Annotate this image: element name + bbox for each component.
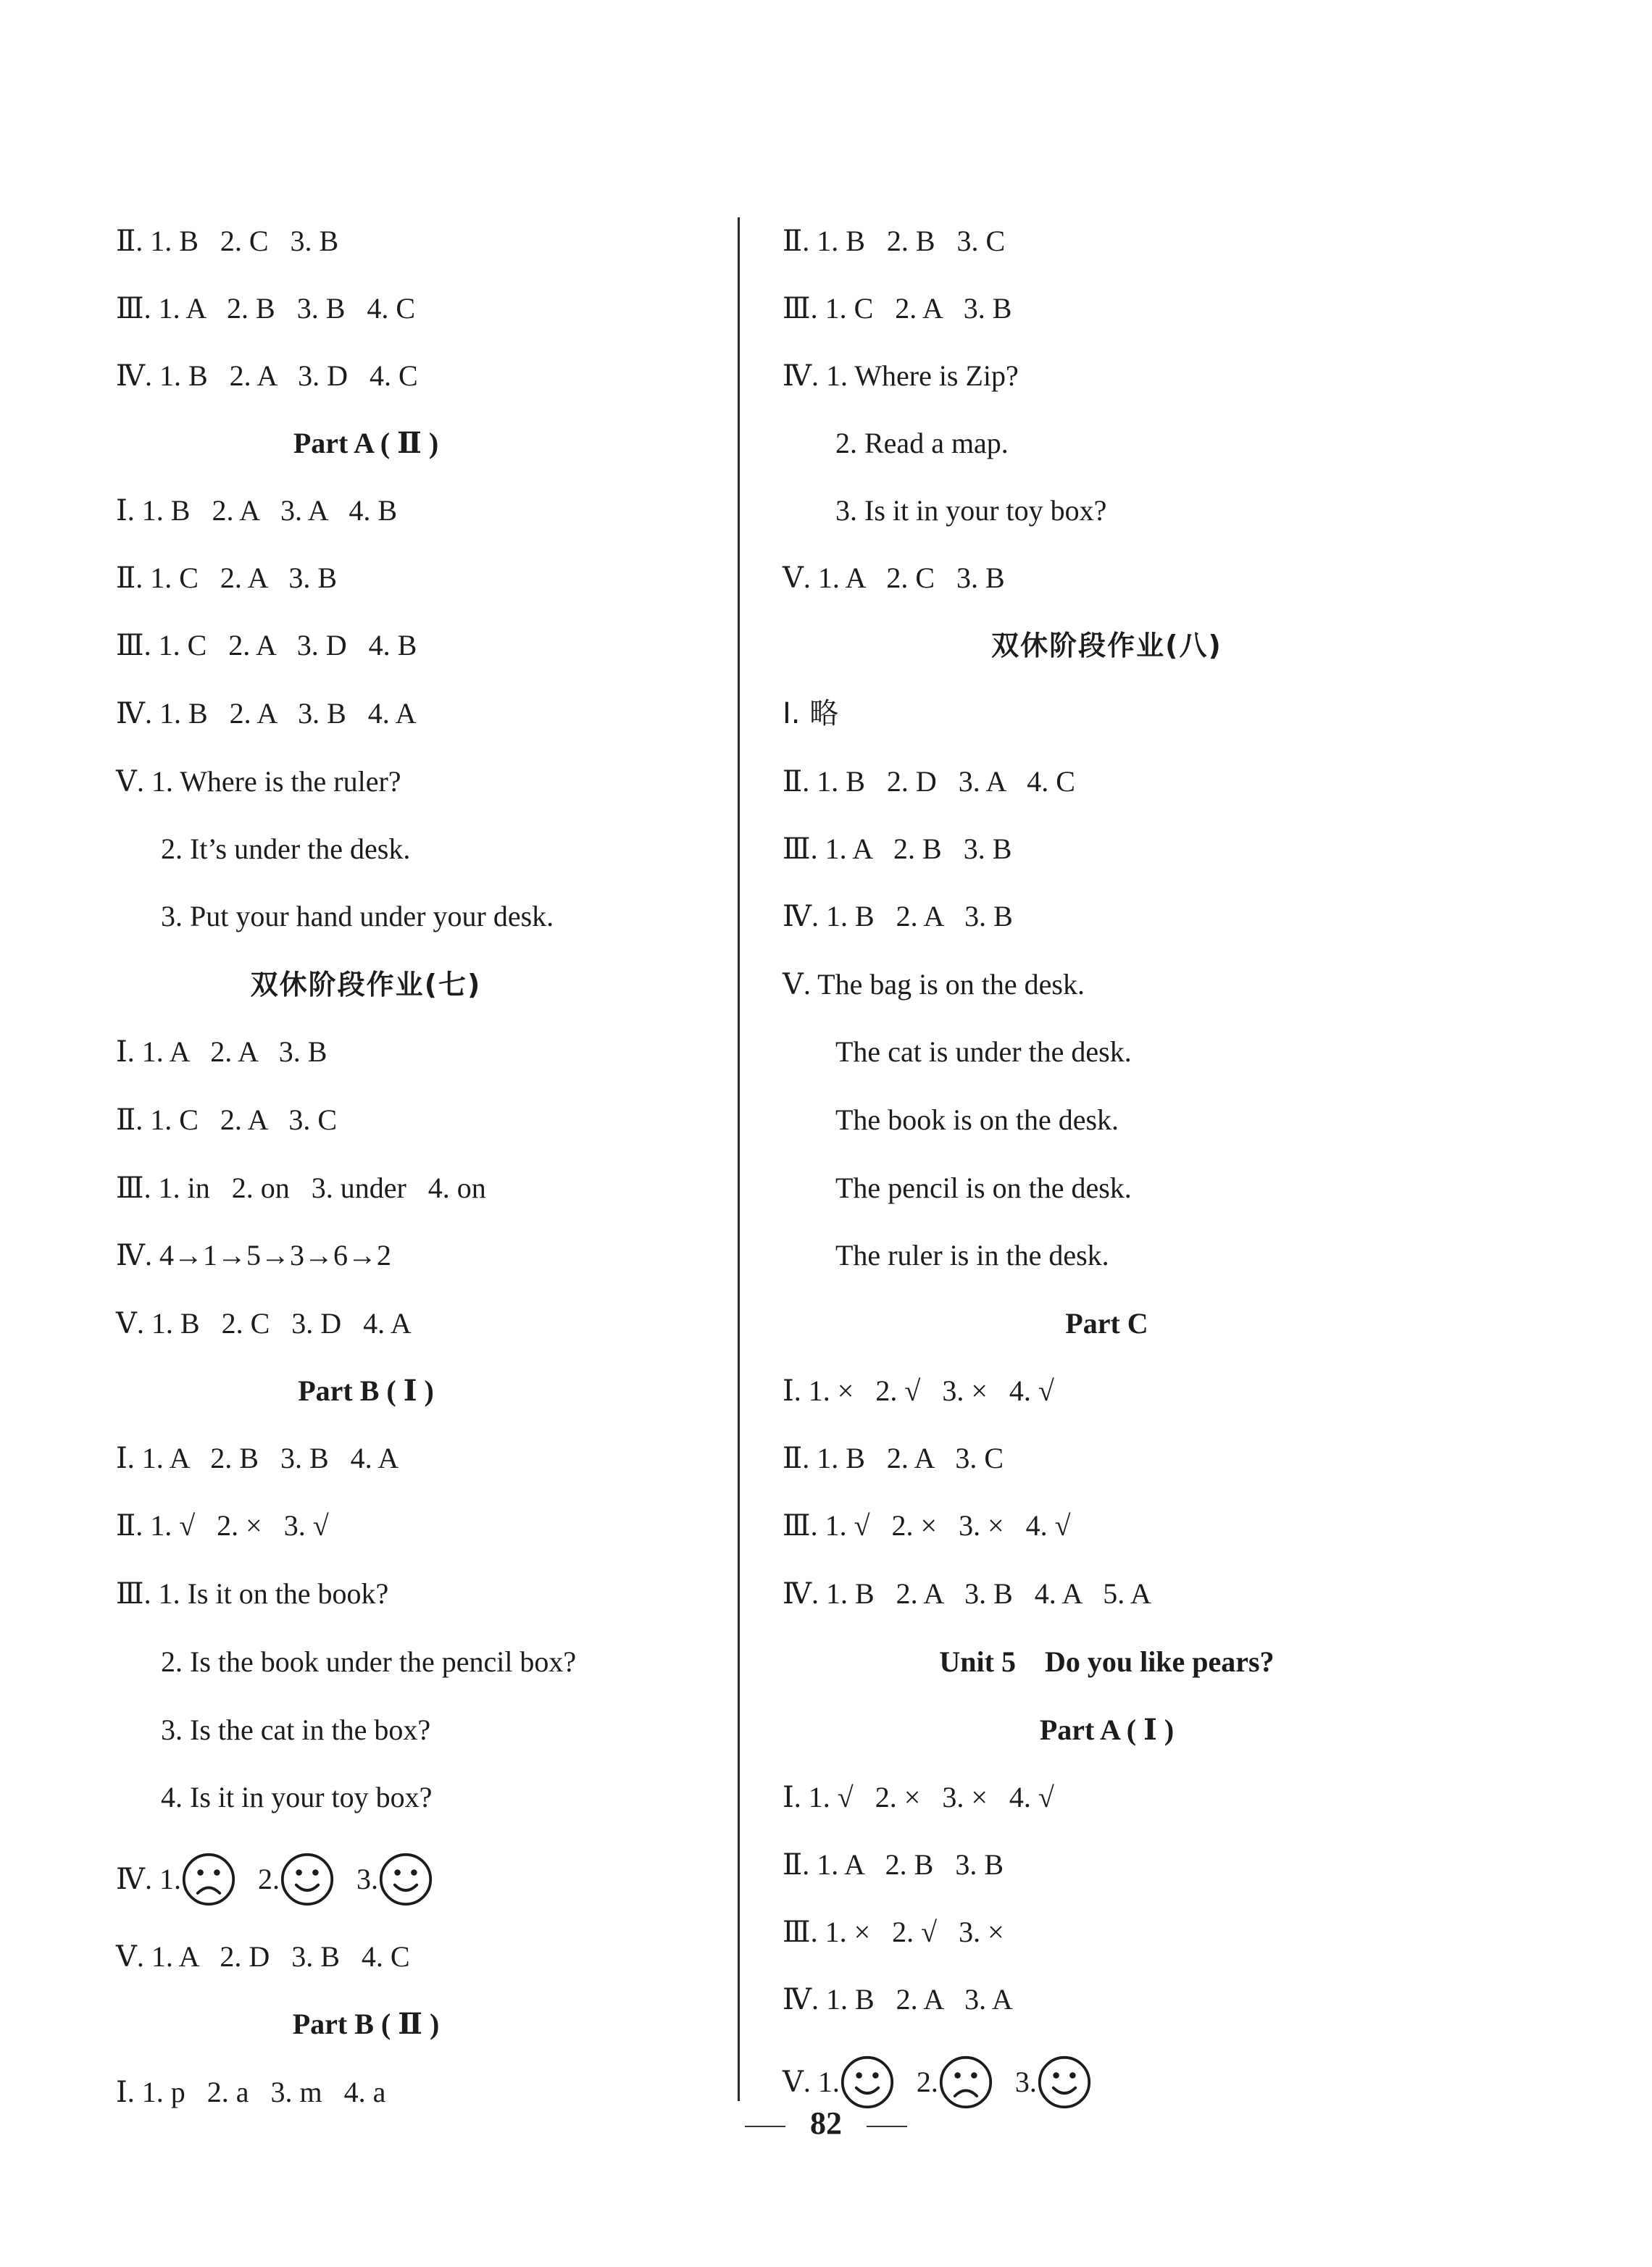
answer-line: Ⅰ. 1. A 2. B 3. B 4. A <box>116 1442 399 1474</box>
page-number: 82 <box>810 2105 842 2141</box>
answer-line: Ⅰ. 1. B 2. A 3. A 4. B <box>116 494 398 527</box>
answer-line-continuation: 2. It’s under the desk. <box>161 832 411 865</box>
page-footer <box>0 2105 1652 2142</box>
answer-line: Ⅰ. 1. √ 2. × 3. × 4. √ <box>783 1781 1054 1813</box>
answer-line: Ⅴ. 1. Where is the ruler? <box>116 765 401 798</box>
answer-line-continuation: 2. Is the book under the pencil box? <box>161 1645 577 1678</box>
section-heading: Part C <box>1065 1307 1148 1340</box>
answer-line-continuation: 3. Is the cat in the box? <box>161 1713 431 1746</box>
face-answer-number: 3. <box>356 1863 378 1895</box>
face-row-prefix: Ⅳ. <box>116 1863 159 1895</box>
face-row-prefix: Ⅴ. <box>783 2066 818 2098</box>
answer-line: Ⅴ. The bag is on the desk. <box>783 968 1085 1001</box>
answer-line-continuation: 3. Is it in your toy box? <box>835 494 1107 527</box>
answer-line: Ⅳ. 1. B 2. A 3. B <box>783 900 1013 932</box>
answer-line: Ⅰ. 1. × 2. √ 3. × 4. √ <box>783 1374 1054 1407</box>
column-divider <box>738 217 740 2101</box>
answer-line: Ⅱ. 1. B 2. B 3. C <box>783 225 1006 257</box>
answer-line: Ⅲ. 1. A 2. B 3. B 4. C <box>116 292 416 325</box>
answer-line: Ⅳ. 1. B 2. A 3. B 4. A <box>116 697 417 730</box>
face-answer-number: 2. <box>257 1863 280 1895</box>
answer-line: Ⅲ. 1. Is it on the book? <box>116 1577 389 1610</box>
answer-line-continuation: 3. Put your hand under your desk. <box>161 900 554 932</box>
answer-line: Ⅲ. 1. √ 2. × 3. × 4. √ <box>783 1509 1071 1542</box>
face-answer-item <box>258 1850 335 1908</box>
face-answer-item <box>818 2053 895 2111</box>
answer-line: Ⅳ. 1. B 2. A 3. B 4. A 5. A <box>783 1577 1151 1610</box>
answer-line-continuation: The book is on the desk. <box>835 1103 1119 1136</box>
section-heading: Part A ( Ⅰ ) <box>1039 1713 1175 1746</box>
answer-line: Ⅲ. 1. C 2. A 3. D 4. B <box>116 629 417 661</box>
section-heading: Part A ( Ⅱ ) <box>293 427 439 459</box>
face-answer-number: 1. <box>159 1863 181 1895</box>
answer-line-continuation: The ruler is in the desk. <box>835 1239 1109 1272</box>
answer-line-continuation: The pencil is on the desk. <box>835 1172 1132 1204</box>
face-answer-row <box>116 1850 433 1908</box>
answer-line: Ⅳ. 1. B 2. A 3. D 4. C <box>116 359 418 392</box>
answer-line: Ⅴ. 1. A 2. D 3. B 4. C <box>116 1940 410 1973</box>
footer-dash-right <box>867 2126 907 2127</box>
smiley-face-icon <box>280 1852 335 1907</box>
face-answer-item <box>1015 2053 1092 2111</box>
section-heading: 双休阶段作业(八) <box>991 630 1222 661</box>
sad-face-icon <box>181 1852 236 1907</box>
face-answer-item <box>356 1850 433 1908</box>
answer-line: Ⅰ. 1. p 2. a 3. m 4. a <box>116 2076 386 2108</box>
smiley-face-icon <box>378 1852 433 1907</box>
answer-line: Ⅱ. 1. B 2. A 3. C <box>783 1442 1004 1474</box>
smiley-face-icon <box>840 2055 895 2110</box>
answer-line: Ⅰ. 略 <box>783 697 839 730</box>
answer-line: Ⅱ. 1. C 2. A 3. C <box>116 1103 338 1136</box>
answer-line: Ⅱ. 1. B 2. D 3. A 4. C <box>783 765 1075 798</box>
answer-line-continuation: 4. Is it in your toy box? <box>161 1781 433 1813</box>
answer-line: Ⅳ. 4→1→5→3→6→2 <box>116 1239 391 1272</box>
face-answer-item <box>917 2053 993 2111</box>
answer-line: Ⅴ. 1. B 2. C 3. D 4. A <box>116 1307 412 1340</box>
section-heading: Part B ( Ⅰ ) <box>298 1374 434 1407</box>
answer-line: Ⅲ. 1. × 2. √ 3. × <box>783 1916 1004 1948</box>
answer-line: Ⅱ. 1. √ 2. × 3. √ <box>116 1509 329 1542</box>
face-answer-number: 3. <box>1014 2066 1037 2098</box>
answer-line: Ⅲ. 1. in 2. on 3. under 4. on <box>116 1172 486 1204</box>
answer-line: Ⅳ. 1. Where is Zip? <box>783 359 1019 392</box>
answer-line-continuation: The cat is under the desk. <box>835 1035 1132 1068</box>
answer-line: Ⅲ. 1. C 2. A 3. B <box>783 292 1012 325</box>
sad-face-icon <box>938 2055 993 2110</box>
section-heading: 双休阶段作业(七) <box>250 969 482 1001</box>
section-heading: Part B ( Ⅱ ) <box>292 2008 440 2040</box>
answer-line: Ⅱ. 1. C 2. A 3. B <box>116 561 338 594</box>
answer-line: Ⅲ. 1. A 2. B 3. B <box>783 832 1012 865</box>
footer-dash-left <box>745 2126 785 2127</box>
answer-line: Ⅳ. 1. B 2. A 3. A <box>783 1983 1013 2016</box>
section-heading: Unit 5 Do you like pears? <box>939 1645 1275 1678</box>
face-answer-number: 2. <box>916 2066 938 2098</box>
answer-line: Ⅰ. 1. A 2. A 3. B <box>116 1035 328 1068</box>
answer-line: Ⅴ. 1. A 2. C 3. B <box>783 561 1005 594</box>
smiley-face-icon <box>1037 2055 1092 2110</box>
face-answer-row <box>783 2053 1092 2111</box>
face-answer-item <box>159 1850 236 1908</box>
answer-line: Ⅱ. 1. A 2. B 3. B <box>783 1848 1004 1881</box>
answer-line-continuation: 2. Read a map. <box>835 427 1009 459</box>
face-answer-number: 1. <box>817 2066 840 2098</box>
answer-line: Ⅱ. 1. B 2. C 3. B <box>116 225 339 257</box>
